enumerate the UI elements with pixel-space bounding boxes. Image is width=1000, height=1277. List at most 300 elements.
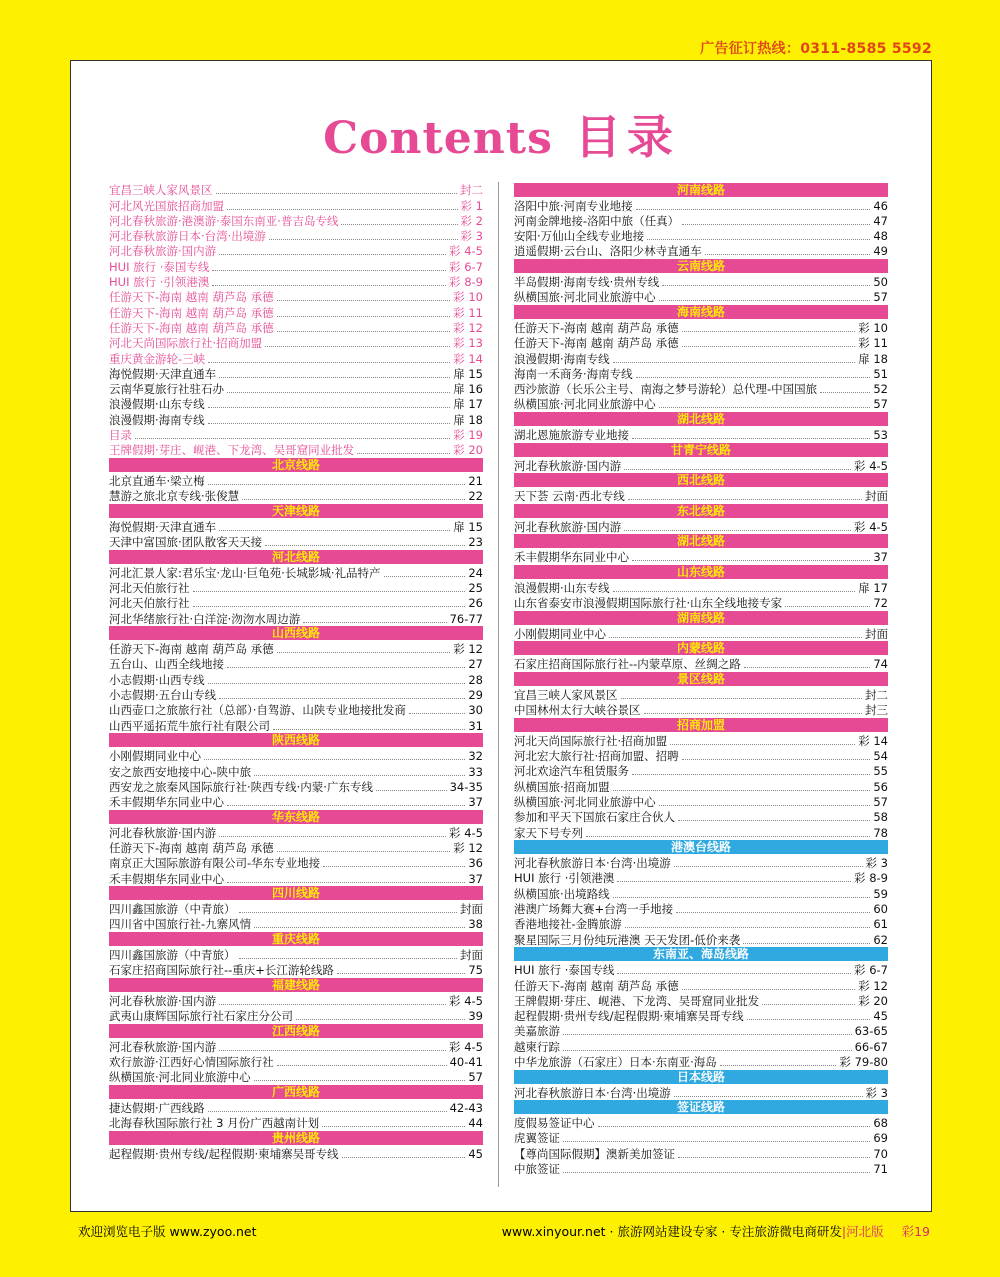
toc-entry[interactable]	[514, 977, 888, 992]
toc-entry-page: 彩 11	[858, 336, 888, 351]
toc-entry-title: 纵横国旅·河北同业旅游中心	[109, 1070, 251, 1085]
toc-entry-page: 37	[468, 795, 483, 810]
toc-entry[interactable]	[514, 794, 888, 809]
toc-entry-page: 彩 12	[453, 642, 483, 657]
toc-entry[interactable]	[514, 625, 888, 640]
toc-entry[interactable]	[514, 1145, 888, 1160]
toc-entry-title: HUI 旅行 ·泰国专线	[109, 259, 210, 274]
section-header: 招商加盟	[514, 718, 888, 732]
toc-entry-title: 河北春秋旅游·国内游	[109, 993, 217, 1008]
dot-leader	[384, 576, 466, 577]
dot-leader	[563, 1141, 870, 1142]
toc-entry-page: 51	[873, 366, 888, 381]
toc-entry-title: 四川鑫国旅游（中青旅）	[109, 902, 236, 917]
toc-entry[interactable]	[109, 228, 483, 243]
dot-leader	[219, 1050, 446, 1051]
toc-entry[interactable]	[109, 901, 483, 916]
toc-entry-page: 57	[873, 794, 888, 809]
toc-entry-page: 21	[468, 473, 483, 488]
toc-entry-title: 任游天下-海南 越南 葫芦岛 承德	[109, 320, 274, 335]
toc-entry[interactable]	[109, 702, 483, 717]
toc-entry-page: 彩 79-80	[839, 1054, 888, 1069]
toc-entry-page: 彩 12	[858, 978, 888, 993]
toc-entry[interactable]	[514, 687, 888, 702]
toc-entry-page: 彩 3	[460, 229, 483, 244]
dot-leader	[342, 1157, 466, 1158]
dot-leader	[322, 1126, 465, 1127]
toc-entry-title: 任游天下-海南 越南 葫芦岛 承德	[514, 978, 679, 993]
toc-entry-title: 目录	[109, 428, 132, 443]
footer-right	[502, 1222, 930, 1240]
toc-entry-page: 彩 13	[453, 336, 483, 351]
toc-entry-page: 扉 16	[453, 382, 483, 397]
toc-entry-page: 74	[873, 657, 888, 672]
toc-entry[interactable]	[514, 870, 888, 885]
dot-leader	[242, 499, 465, 500]
toc-entry[interactable]	[109, 1054, 483, 1069]
dot-leader	[273, 729, 465, 730]
toc-entry[interactable]	[109, 488, 483, 503]
dot-leader	[617, 973, 851, 974]
dot-leader	[409, 713, 465, 714]
section-header: 东北线路	[514, 504, 888, 518]
toc-entry-title: 小志假期·五台山专线	[109, 688, 217, 703]
toc-entry[interactable]	[514, 595, 888, 610]
dot-leader	[254, 1080, 466, 1081]
toc-entry-title: 河北汇景人家:君乐宝·龙山·巨龟苑·长城影城·礼品特产	[109, 565, 381, 580]
toc-entry-page: 彩 8-9	[449, 275, 483, 290]
toc-entry[interactable]	[514, 320, 888, 335]
toc-entry[interactable]	[514, 427, 888, 442]
toc-entry[interactable]	[109, 274, 483, 289]
toc-entry[interactable]	[109, 427, 483, 442]
toc-entry[interactable]	[514, 213, 888, 228]
toc-entry-page: 61	[873, 917, 888, 932]
toc-entry[interactable]	[514, 1008, 888, 1023]
toc-entry-page: 33	[468, 764, 483, 779]
toc-entry-page: 26	[468, 596, 483, 611]
dot-leader	[204, 759, 465, 760]
dot-leader	[609, 637, 862, 638]
dot-leader	[254, 927, 465, 928]
toc-entry-page: 75	[468, 963, 483, 978]
toc-entry-title: 小刚假期同业中心	[109, 749, 201, 764]
toc-entry-title: 越柬行踪	[514, 1039, 560, 1054]
toc-entry-title: 中旅签证	[514, 1162, 560, 1177]
toc-entry-page: 彩 11	[453, 305, 483, 320]
toc-entry-title: 禾丰假期华东同业中心	[109, 871, 224, 886]
toc-entry[interactable]	[514, 931, 888, 946]
toc-entry-page: 扉 15	[453, 519, 483, 534]
toc-entry-title: 慧游之旅北京专线·张俊慧	[109, 489, 240, 504]
toc-entry-title: 石家庄招商国际旅行社--重庆+长江游轮线路	[109, 963, 334, 978]
toc-entry-page: 44	[468, 1116, 483, 1131]
toc-entry-title: 【尊尚国际假期】澳新美加签证	[514, 1146, 675, 1161]
toc-entry[interactable]	[514, 1038, 888, 1053]
toc-entry-page: 扉 17	[858, 580, 888, 595]
toc-entry[interactable]	[514, 778, 888, 793]
toc-entry[interactable]	[109, 656, 483, 671]
toc-entry-page: 封二	[865, 687, 888, 702]
toc-entry[interactable]	[109, 519, 483, 534]
toc-entry[interactable]	[109, 748, 483, 763]
toc-entry[interactable]	[109, 779, 483, 794]
toc-entry-page: 扉 18	[453, 412, 483, 427]
toc-entry-page: 50	[873, 275, 888, 290]
toc-entry[interactable]	[514, 335, 888, 350]
toc-entry[interactable]	[514, 580, 888, 595]
toc-entry-page: 彩 3	[865, 856, 888, 871]
toc-entry[interactable]	[514, 289, 888, 304]
toc-entry-title: 河北春秋旅游·国内游	[109, 1039, 217, 1054]
toc-entry[interactable]	[109, 641, 483, 656]
toc-entry-page: 55	[873, 764, 888, 779]
dot-leader	[625, 927, 871, 928]
toc-entry[interactable]	[514, 243, 888, 258]
toc-entry-page: 封面	[460, 948, 483, 963]
toc-entry-title: 港澳广场舞大赛+台湾一手地接	[514, 902, 674, 917]
dot-leader	[227, 805, 465, 806]
toc-entry-title: 山西平遥拓荒牛旅行社有限公司	[109, 718, 270, 733]
toc-entry-page: 45	[468, 1146, 483, 1161]
dot-leader	[208, 362, 450, 363]
section-header: 甘青宁线路	[514, 443, 888, 457]
toc-entry-page: 63-65	[854, 1024, 888, 1039]
toc-entry[interactable]	[109, 824, 483, 839]
dot-leader	[621, 698, 863, 699]
toc-entry-title: 纵横国旅·出境路线	[514, 886, 610, 901]
toc-entry[interactable]	[514, 1115, 888, 1130]
footer-page-number: 彩19	[901, 1224, 930, 1239]
toc-entry-page: 彩 12	[453, 840, 483, 855]
toc-entry-title: 中华龙旅游（石家庄）日本·东南亚·海岛	[514, 1054, 717, 1069]
toc-entry-title: 四川鑫国旅游（中青旅）	[109, 948, 236, 963]
dot-leader	[674, 1096, 863, 1097]
toc-entry[interactable]	[514, 809, 888, 824]
toc-entry[interactable]	[109, 1146, 483, 1161]
dot-leader	[682, 759, 871, 760]
toc-entry-page: 彩 4-5	[449, 1039, 483, 1054]
section-header: 华东线路	[109, 810, 483, 824]
section-header: 海南线路	[514, 305, 888, 319]
dot-leader	[227, 667, 465, 668]
dot-leader	[632, 438, 870, 439]
dot-leader	[662, 285, 870, 286]
toc-entry-page: 彩 10	[453, 290, 483, 305]
dot-leader	[216, 193, 458, 194]
toc-entry[interactable]	[109, 1100, 483, 1115]
toc-entry-title: 河北天尚国际旅行社·招商加盟	[514, 733, 668, 748]
toc-entry-title: 浪漫假期·山东专线	[109, 397, 205, 412]
toc-entry[interactable]	[514, 748, 888, 763]
toc-entry-title: 起程假期·贵州专线/起程假期·柬埔寨吴哥专线	[514, 1009, 744, 1024]
toc-entry[interactable]	[109, 947, 483, 962]
toc-entry[interactable]	[514, 197, 888, 212]
footer-site-text: www.xinyour.net · 旅游网站建设专家 · 专注旅游微电商研发	[501, 1224, 842, 1239]
toc-entry-title: 聚星国际三月份纯玩港澳 天天发团-低价来袭	[514, 932, 741, 947]
toc-entry-page: 23	[468, 535, 483, 550]
toc-entry[interactable]	[109, 580, 483, 595]
toc-entry[interactable]	[514, 228, 888, 243]
toc-entry-title: 河北春秋旅游·国内游	[109, 825, 217, 840]
dot-leader	[239, 912, 458, 913]
toc-entry[interactable]	[109, 197, 483, 212]
section-header: 广西线路	[109, 1085, 483, 1099]
dot-leader	[636, 377, 871, 378]
dot-leader	[277, 316, 451, 317]
toc-entry-page: 60	[873, 902, 888, 917]
toc-entry-page: 45	[873, 1009, 888, 1024]
dot-leader	[624, 469, 851, 470]
toc-entry-page: 29	[468, 688, 483, 703]
dot-leader	[208, 1111, 447, 1112]
dot-leader	[676, 912, 870, 913]
toc-entry-title: 任游天下-海南 越南 葫芦岛 承德	[109, 642, 274, 657]
dot-leader	[678, 1157, 870, 1158]
toc-entry-title: 西安龙之旅秦风国际旅行社·陕西专线·内蒙·广东专线	[109, 779, 373, 794]
dot-leader	[208, 683, 466, 684]
dot-leader	[744, 667, 871, 668]
toc-entry[interactable]	[109, 855, 483, 870]
toc-entry[interactable]	[109, 1008, 483, 1023]
dot-leader	[586, 836, 870, 837]
toc-entry-title: 重庆黄金游轮-三峡	[109, 351, 206, 366]
toc-entry[interactable]	[109, 1069, 483, 1084]
toc-entry-page: 彩 4-5	[449, 993, 483, 1008]
toc-entry-title: 浪漫假期·山东专线	[514, 580, 610, 595]
toc-entry[interactable]	[109, 610, 483, 625]
section-header: 港澳台线路	[514, 840, 888, 854]
section-header: 湖南线路	[514, 611, 888, 625]
toc-entry[interactable]	[109, 1115, 483, 1130]
dot-leader	[762, 1004, 855, 1005]
toc-entry-page: 78	[873, 825, 888, 840]
toc-entry-title: 禾丰假期华东同业中心	[109, 795, 224, 810]
dot-leader	[277, 300, 451, 301]
toc-entry[interactable]	[109, 258, 483, 273]
toc-entry[interactable]	[514, 732, 888, 747]
toc-entry-title: 河北天尚国际旅行社·招商加盟	[109, 336, 263, 351]
toc-entry-title: 五台山、山西全线地接	[109, 657, 224, 672]
toc-entry-page: 24	[468, 565, 483, 580]
toc-entry-title: 参加和平天下国旅石家庄合伙人	[514, 810, 675, 825]
toc-entry-page: 彩 8-9	[854, 871, 888, 886]
dot-leader	[563, 1034, 852, 1035]
toc-entry-title: 浪漫假期·海南专线	[514, 351, 610, 366]
toc-entry-title: HUI 旅行 ·泰国专线	[514, 963, 615, 978]
toc-entry-title: 起程假期·贵州专线/起程假期·柬埔寨吴哥专线	[109, 1146, 339, 1161]
toc-entry-page: 46	[873, 198, 888, 213]
toc-entry-title: 虎翼签证	[514, 1131, 560, 1146]
toc-entry[interactable]	[514, 916, 888, 931]
toc-entry-page: 彩 2	[460, 213, 483, 228]
title-english: Contents	[323, 113, 553, 164]
toc-entry[interactable]	[109, 289, 483, 304]
dot-leader	[628, 499, 862, 500]
dot-leader	[376, 790, 447, 791]
toc-entry-page: 彩 4-5	[449, 825, 483, 840]
toc-entry[interactable]	[109, 840, 483, 855]
toc-entry[interactable]	[514, 901, 888, 916]
toc-entry[interactable]	[109, 366, 483, 381]
toc-entry-title: 任游天下-海南 越南 葫芦岛 承德	[109, 305, 274, 320]
toc-entry[interactable]	[514, 274, 888, 289]
toc-entry[interactable]	[109, 687, 483, 702]
dot-leader	[613, 897, 871, 898]
toc-entry[interactable]	[514, 993, 888, 1008]
toc-entry-page: 47	[873, 213, 888, 228]
toc-entry[interactable]	[514, 1130, 888, 1145]
toc-entry[interactable]	[109, 442, 483, 457]
dot-leader	[747, 1019, 871, 1020]
dot-leader	[219, 698, 465, 699]
toc-entry[interactable]	[109, 335, 483, 350]
toc-entry-page: 封二	[460, 183, 483, 198]
toc-entry[interactable]	[109, 213, 483, 228]
dot-leader	[219, 530, 450, 531]
toc-entry[interactable]	[514, 885, 888, 900]
toc-entry[interactable]	[514, 1084, 888, 1099]
toc-entry[interactable]	[109, 381, 483, 396]
toc-entry-title: 安之旅西安地接中心-陕中旅	[109, 764, 252, 779]
toc-entry-title: 河北欢途汽车租赁服务	[514, 764, 629, 779]
toc-entry[interactable]	[109, 595, 483, 610]
toc-entry[interactable]	[514, 396, 888, 411]
section-header: 河北线路	[109, 550, 483, 564]
toc-entry[interactable]	[514, 457, 888, 472]
toc-entry-title: 河北春秋旅游·国内游	[109, 244, 217, 259]
toc-entry[interactable]	[109, 396, 483, 411]
toc-entry-title: 小刚假期同业中心	[514, 626, 606, 641]
toc-entry[interactable]	[514, 549, 888, 564]
toc-entry[interactable]	[514, 824, 888, 839]
toc-entry-page: 57	[468, 1070, 483, 1085]
dot-leader	[632, 774, 870, 775]
toc-entry[interactable]	[109, 794, 483, 809]
dot-leader	[277, 1065, 447, 1066]
toc-entry-page: 22	[468, 489, 483, 504]
dot-leader	[670, 744, 855, 745]
toc-entry[interactable]	[109, 870, 483, 885]
toc-entry[interactable]	[109, 182, 483, 197]
toc-entry-title: 河北风光国旅招商加盟	[109, 198, 224, 213]
toc-entry-title: 洛阳中旅·河南专业地接	[514, 198, 633, 213]
toc-entry-page: 彩 3	[865, 1085, 888, 1100]
toc-entry[interactable]	[514, 381, 888, 396]
toc-entry-title: 半岛假期·海南专线·贵州专线	[514, 275, 660, 290]
toc-entry-page: 28	[468, 672, 483, 687]
toc-entry[interactable]	[109, 320, 483, 335]
contents-page	[70, 60, 932, 1212]
toc-entry-title: 四川省中国旅行社-九寨风情	[109, 917, 252, 932]
dot-leader	[265, 346, 450, 347]
section-header: 签证线路	[514, 1100, 888, 1114]
dot-leader	[265, 545, 465, 546]
section-header: 贵州线路	[109, 1131, 483, 1145]
toc-entry[interactable]	[109, 717, 483, 732]
toc-entry-page: 40-41	[449, 1055, 483, 1070]
toc-entry[interactable]	[109, 350, 483, 365]
toc-entry-title: 河北华绪旅行社·白洋淀·沕沕水周边游	[109, 611, 301, 626]
toc-entry[interactable]	[514, 1023, 888, 1038]
toc-entry[interactable]	[109, 1038, 483, 1053]
toc-entry[interactable]	[514, 962, 888, 977]
toc-entry[interactable]	[109, 564, 483, 579]
toc-entry-title: 任游天下-海南 越南 葫芦岛 承德	[109, 290, 274, 305]
toc-entry-title: 山西壶口之旅旅行社（总部）·自驾游、山陕专业地接批发商	[109, 703, 406, 718]
toc-entry[interactable]	[514, 855, 888, 870]
toc-entry-title: 中国林州太行大峡谷景区	[514, 703, 641, 718]
dot-leader	[303, 622, 446, 623]
toc-entry-page: 封面	[865, 489, 888, 504]
toc-entry-title: 山东省泰安市浪漫假期国际旅行社·山东全线地接专家	[514, 596, 783, 611]
toc-entry[interactable]	[514, 763, 888, 778]
toc-entry[interactable]	[109, 916, 483, 931]
dot-leader	[617, 881, 851, 882]
dot-leader	[659, 805, 871, 806]
toc-entry-page: 69	[873, 1131, 888, 1146]
toc-entry[interactable]	[109, 962, 483, 977]
dot-leader	[632, 560, 870, 561]
toc-entry[interactable]	[109, 243, 483, 258]
toc-entry[interactable]	[109, 411, 483, 426]
toc-entry[interactable]	[109, 763, 483, 778]
column-divider	[498, 182, 499, 1187]
toc-entry-title: 天津中富国旅·团队散客天天接	[109, 535, 263, 550]
toc-entry[interactable]	[514, 366, 888, 381]
toc-entry-title: 美嘉旅游	[514, 1024, 560, 1039]
toc-entry[interactable]	[109, 473, 483, 488]
dot-leader	[337, 973, 465, 974]
toc-entry[interactable]	[514, 702, 888, 717]
toc-entry[interactable]	[514, 656, 888, 671]
section-header: 四川线路	[109, 886, 483, 900]
toc-entry[interactable]	[514, 1161, 888, 1176]
toc-entry-title: 河北天伯旅行社	[109, 596, 190, 611]
toc-entry[interactable]	[109, 304, 483, 319]
toc-entry[interactable]	[514, 1054, 888, 1069]
section-header: 山西线路	[109, 626, 483, 640]
toc-entry[interactable]	[109, 993, 483, 1008]
ad-hotline: 广告征订热线：0311-8585 5592	[700, 41, 932, 57]
toc-entry-title: 王牌假期·芽庄、岘港、下龙湾、吴哥窟同业批发	[514, 993, 760, 1008]
dot-leader	[208, 407, 451, 408]
dot-leader	[219, 836, 446, 837]
toc-entry-title: 北京直通车·梁立梅	[109, 473, 205, 488]
toc-entry-page: 49	[873, 244, 888, 259]
section-header: 湖北线路	[514, 534, 888, 548]
toc-entry-page: 封三	[865, 703, 888, 718]
title-chinese: 目录	[574, 110, 679, 164]
toc-entry-page: 36	[468, 856, 483, 871]
toc-entry[interactable]	[514, 518, 888, 533]
toc-entry-page: 37	[468, 871, 483, 886]
toc-entry[interactable]	[109, 671, 483, 686]
toc-entry[interactable]	[109, 534, 483, 549]
toc-entry-title: 海南一禾商务·海南专线	[514, 366, 633, 381]
section-header: 内蒙线路	[514, 641, 888, 655]
toc-entry-title: 河北春秋旅游日本·台湾·出境游	[514, 856, 671, 871]
toc-entry[interactable]	[514, 488, 888, 503]
toc-entry-page: 42-43	[449, 1100, 483, 1115]
dot-leader	[193, 606, 466, 607]
section-header: 陕西线路	[109, 733, 483, 747]
section-header: 重庆线路	[109, 932, 483, 946]
toc-entry-page: 53	[873, 427, 888, 442]
toc-entry[interactable]	[514, 350, 888, 365]
toc-entry-page: 彩 10	[858, 320, 888, 335]
dot-leader	[212, 270, 446, 271]
